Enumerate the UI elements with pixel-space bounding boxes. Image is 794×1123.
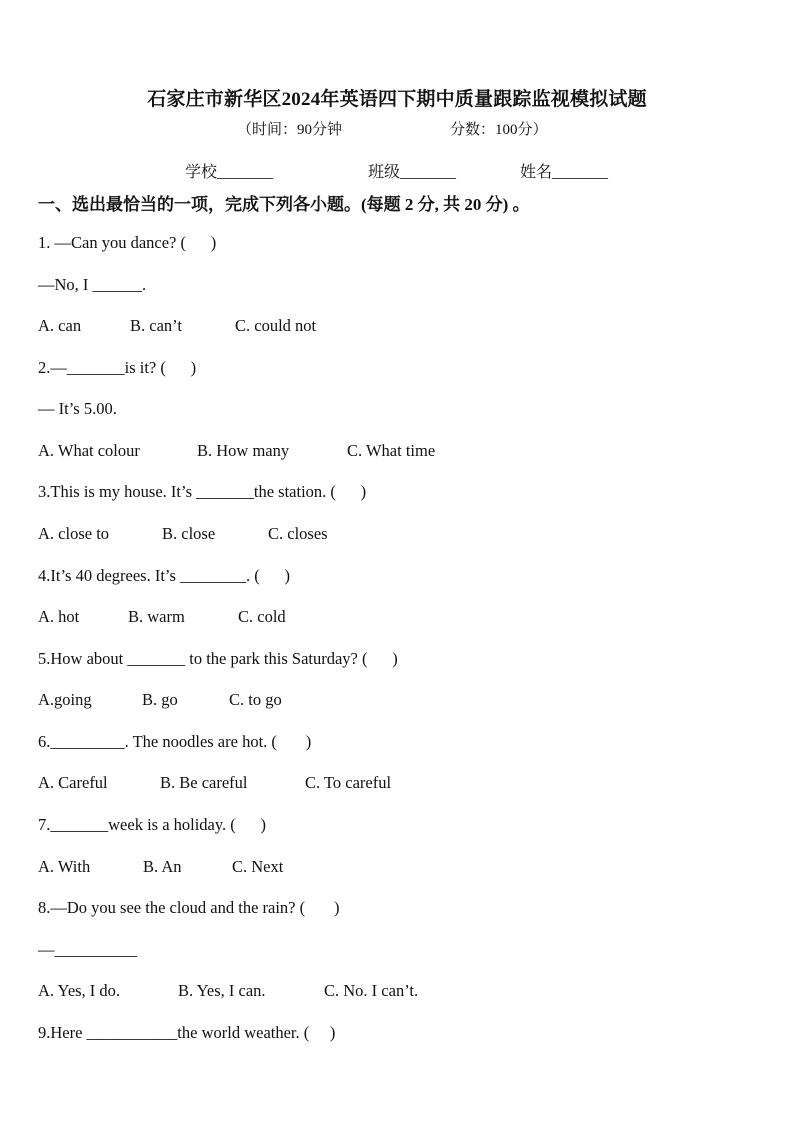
option-c: C. cold — [238, 607, 286, 626]
question-1-answer-line: —No, I ______. — [38, 275, 147, 294]
option-a: A. can — [38, 316, 82, 335]
option-b: B. An — [143, 857, 182, 876]
option-a: A. close to — [38, 524, 110, 543]
question-2-stem: 2.—_______is it? ( ) — [38, 358, 197, 377]
question-9-stem: 9.Here ___________the world weather. ( ) — [38, 1023, 336, 1042]
question-6-stem: 6._________. The noodles are hot. ( ) — [38, 732, 312, 751]
option-c: C. No. I can’t. — [324, 981, 419, 1000]
option-b: B. can’t — [130, 316, 182, 335]
option-c: C. could not — [235, 316, 317, 335]
option-a: A. With — [38, 857, 91, 876]
option-a: A. hot — [38, 607, 80, 626]
option-b: B. close — [162, 524, 216, 543]
section-heading: 一、选出最恰当的一项，完成下列各小题。(每题 2 分, 共 20 分) 。 — [38, 195, 530, 214]
question-1-stem: 1. —Can you dance? ( ) — [38, 233, 217, 252]
question-7-stem: 7._______week is a holiday. ( ) — [38, 815, 267, 834]
exam-score: 分数：100分） — [450, 122, 548, 138]
question-5-stem: 5.How about _______ to the park this Saturday? ( ) — [38, 649, 398, 668]
option-b: B. How many — [197, 441, 290, 460]
question-3-stem: 3.This is my house. It’s _______the station. ( ) — [38, 482, 367, 501]
option-a: A. Yes, I do. — [38, 981, 121, 1000]
question-2-answer-line: — It’s 5.00. — [38, 399, 117, 418]
option-c: C. Next — [232, 857, 284, 876]
option-b: B. Yes, I can. — [178, 981, 266, 1000]
exam-time: （时间：90分钟 — [237, 122, 343, 138]
option-c: C. To careful — [305, 773, 392, 792]
option-b: B. go — [142, 690, 178, 709]
option-b: B. Be careful — [160, 773, 248, 792]
option-a: A.going — [38, 690, 92, 709]
option-b: B. warm — [128, 607, 185, 626]
option-a: A. What colour — [38, 441, 140, 460]
option-a: A. Careful — [38, 773, 108, 792]
question-8-answer-line: —__________ — [38, 940, 137, 959]
option-c: C. to go — [229, 690, 282, 709]
page-title: 石家庄市新华区2024年英语四下期中质量跟踪监视模拟试题 — [147, 89, 647, 110]
question-8-stem: 8.—Do you see the cloud and the rain? ( ) — [38, 898, 340, 917]
school-field: 学校_______ — [185, 164, 274, 181]
option-c: C. closes — [268, 524, 328, 543]
option-c: C. What time — [347, 441, 436, 460]
class-field: 班级_______ — [368, 164, 457, 181]
question-4-stem: 4.It’s 40 degrees. It’s ________. ( ) — [38, 566, 291, 585]
name-field: 姓名_______ — [520, 164, 609, 181]
